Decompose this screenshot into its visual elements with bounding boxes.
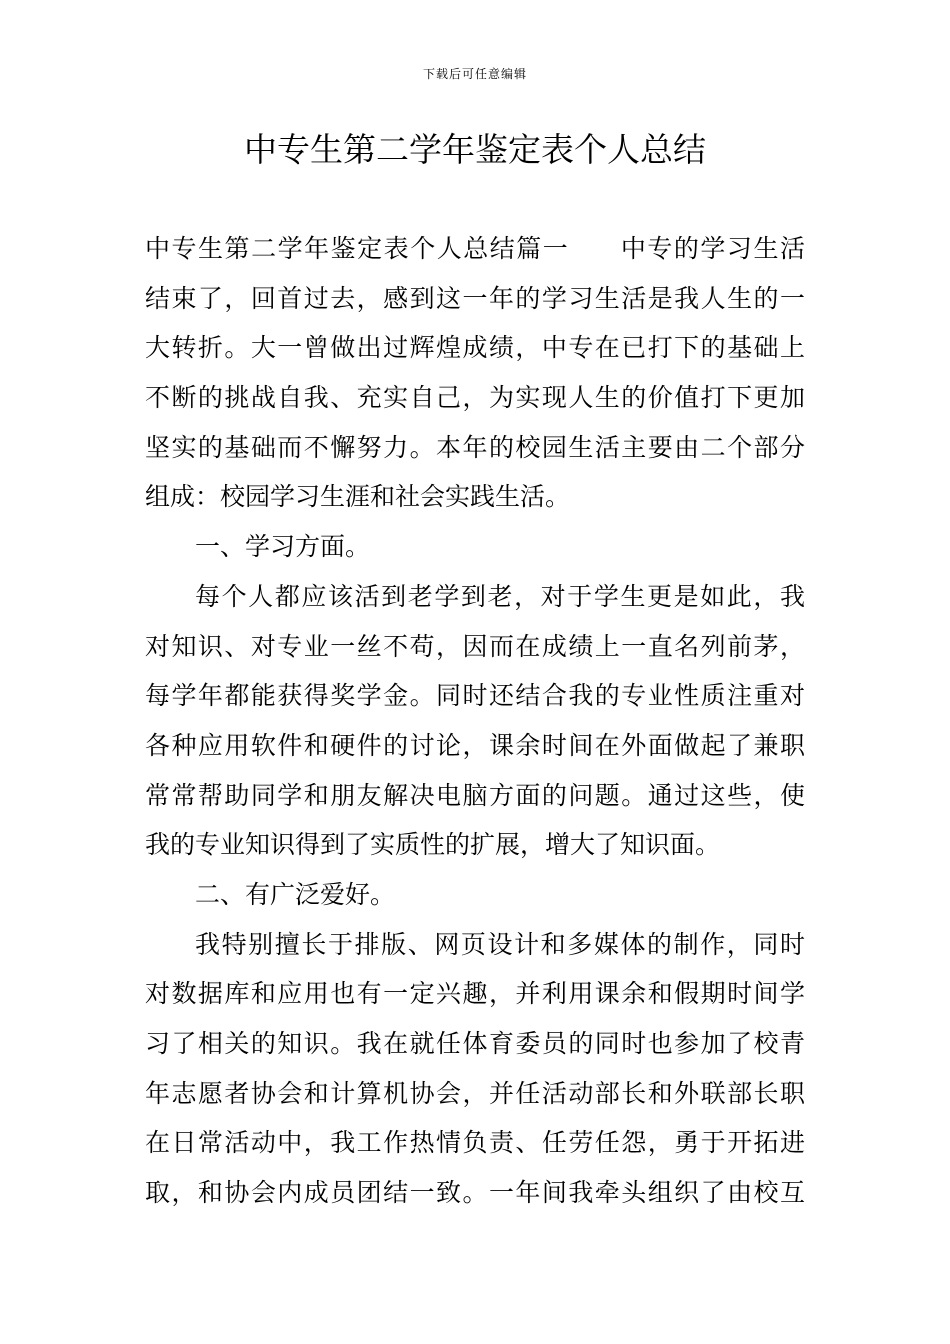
body-line: 大转折。大一曾做出过辉煌成绩，中专在已打下的基础上: [145, 333, 805, 363]
subtitle-text: 中专生第二学年鉴定表个人总结篇一: [145, 234, 570, 263]
header-note: 下载后可任意编辑: [422, 67, 527, 81]
body-line: [145, 224, 805, 274]
body-line: 每学年都能获得奖学金。同时还结合我的专业性质注重对: [145, 681, 805, 711]
body-line: 坚实的基础而不懈努力。本年的校园生活主要由二个部分: [145, 432, 805, 462]
body-line: 年志愿者协会和计算机协会，并任活动部长和外联部长职: [145, 1078, 805, 1108]
body-text: 中专的学习生活: [619, 234, 805, 263]
body-line: 结束了，回首过去，感到这一年的学习生活是我人生的一: [145, 283, 805, 313]
body-line: 对知识、对专业一丝不苟，因而在成绩上一直名列前茅，: [145, 631, 805, 661]
body-line: 常常帮助同学和朋友解决电脑方面的问题。通过这些，使: [145, 780, 805, 810]
section-heading: 一、学习方面。: [195, 532, 371, 562]
body-line: 每个人都应该活到老学到老，对于学生更是如此，我: [195, 581, 805, 611]
body-line: 习了相关的知识。我在就任体育委员的同时也参加了校青: [145, 1029, 805, 1058]
body-line: 各种应用软件和硬件的讨论，课余时间在外面做起了兼职: [145, 730, 805, 760]
body-line: 不断的挑战自我、充实自己，为实现人生的价值打下更加: [145, 383, 805, 413]
body-line: 我特别擅长于排版、网页设计和多媒体的制作，同时: [195, 929, 805, 959]
section-heading: 二、有广泛爱好。: [195, 879, 396, 909]
document-body: [145, 224, 805, 1218]
body-line: 我的专业知识得到了实质性的扩展，增大了知识面。: [145, 830, 721, 860]
body-line: 组成：校园学习生涯和社会实践生活。: [145, 482, 571, 512]
body-line: 取，和协会内成员团结一致。一年间我牵头组织了由校互: [145, 1178, 805, 1208]
body-line: 在日常活动中，我工作热情负责、任劳任怨，勇于开拓进: [145, 1128, 805, 1158]
document-title: 中专生第二学年鉴定表个人总结: [244, 130, 706, 169]
body-line: 对数据库和应用也有一定兴趣，并利用课余和假期时间学: [145, 979, 805, 1009]
